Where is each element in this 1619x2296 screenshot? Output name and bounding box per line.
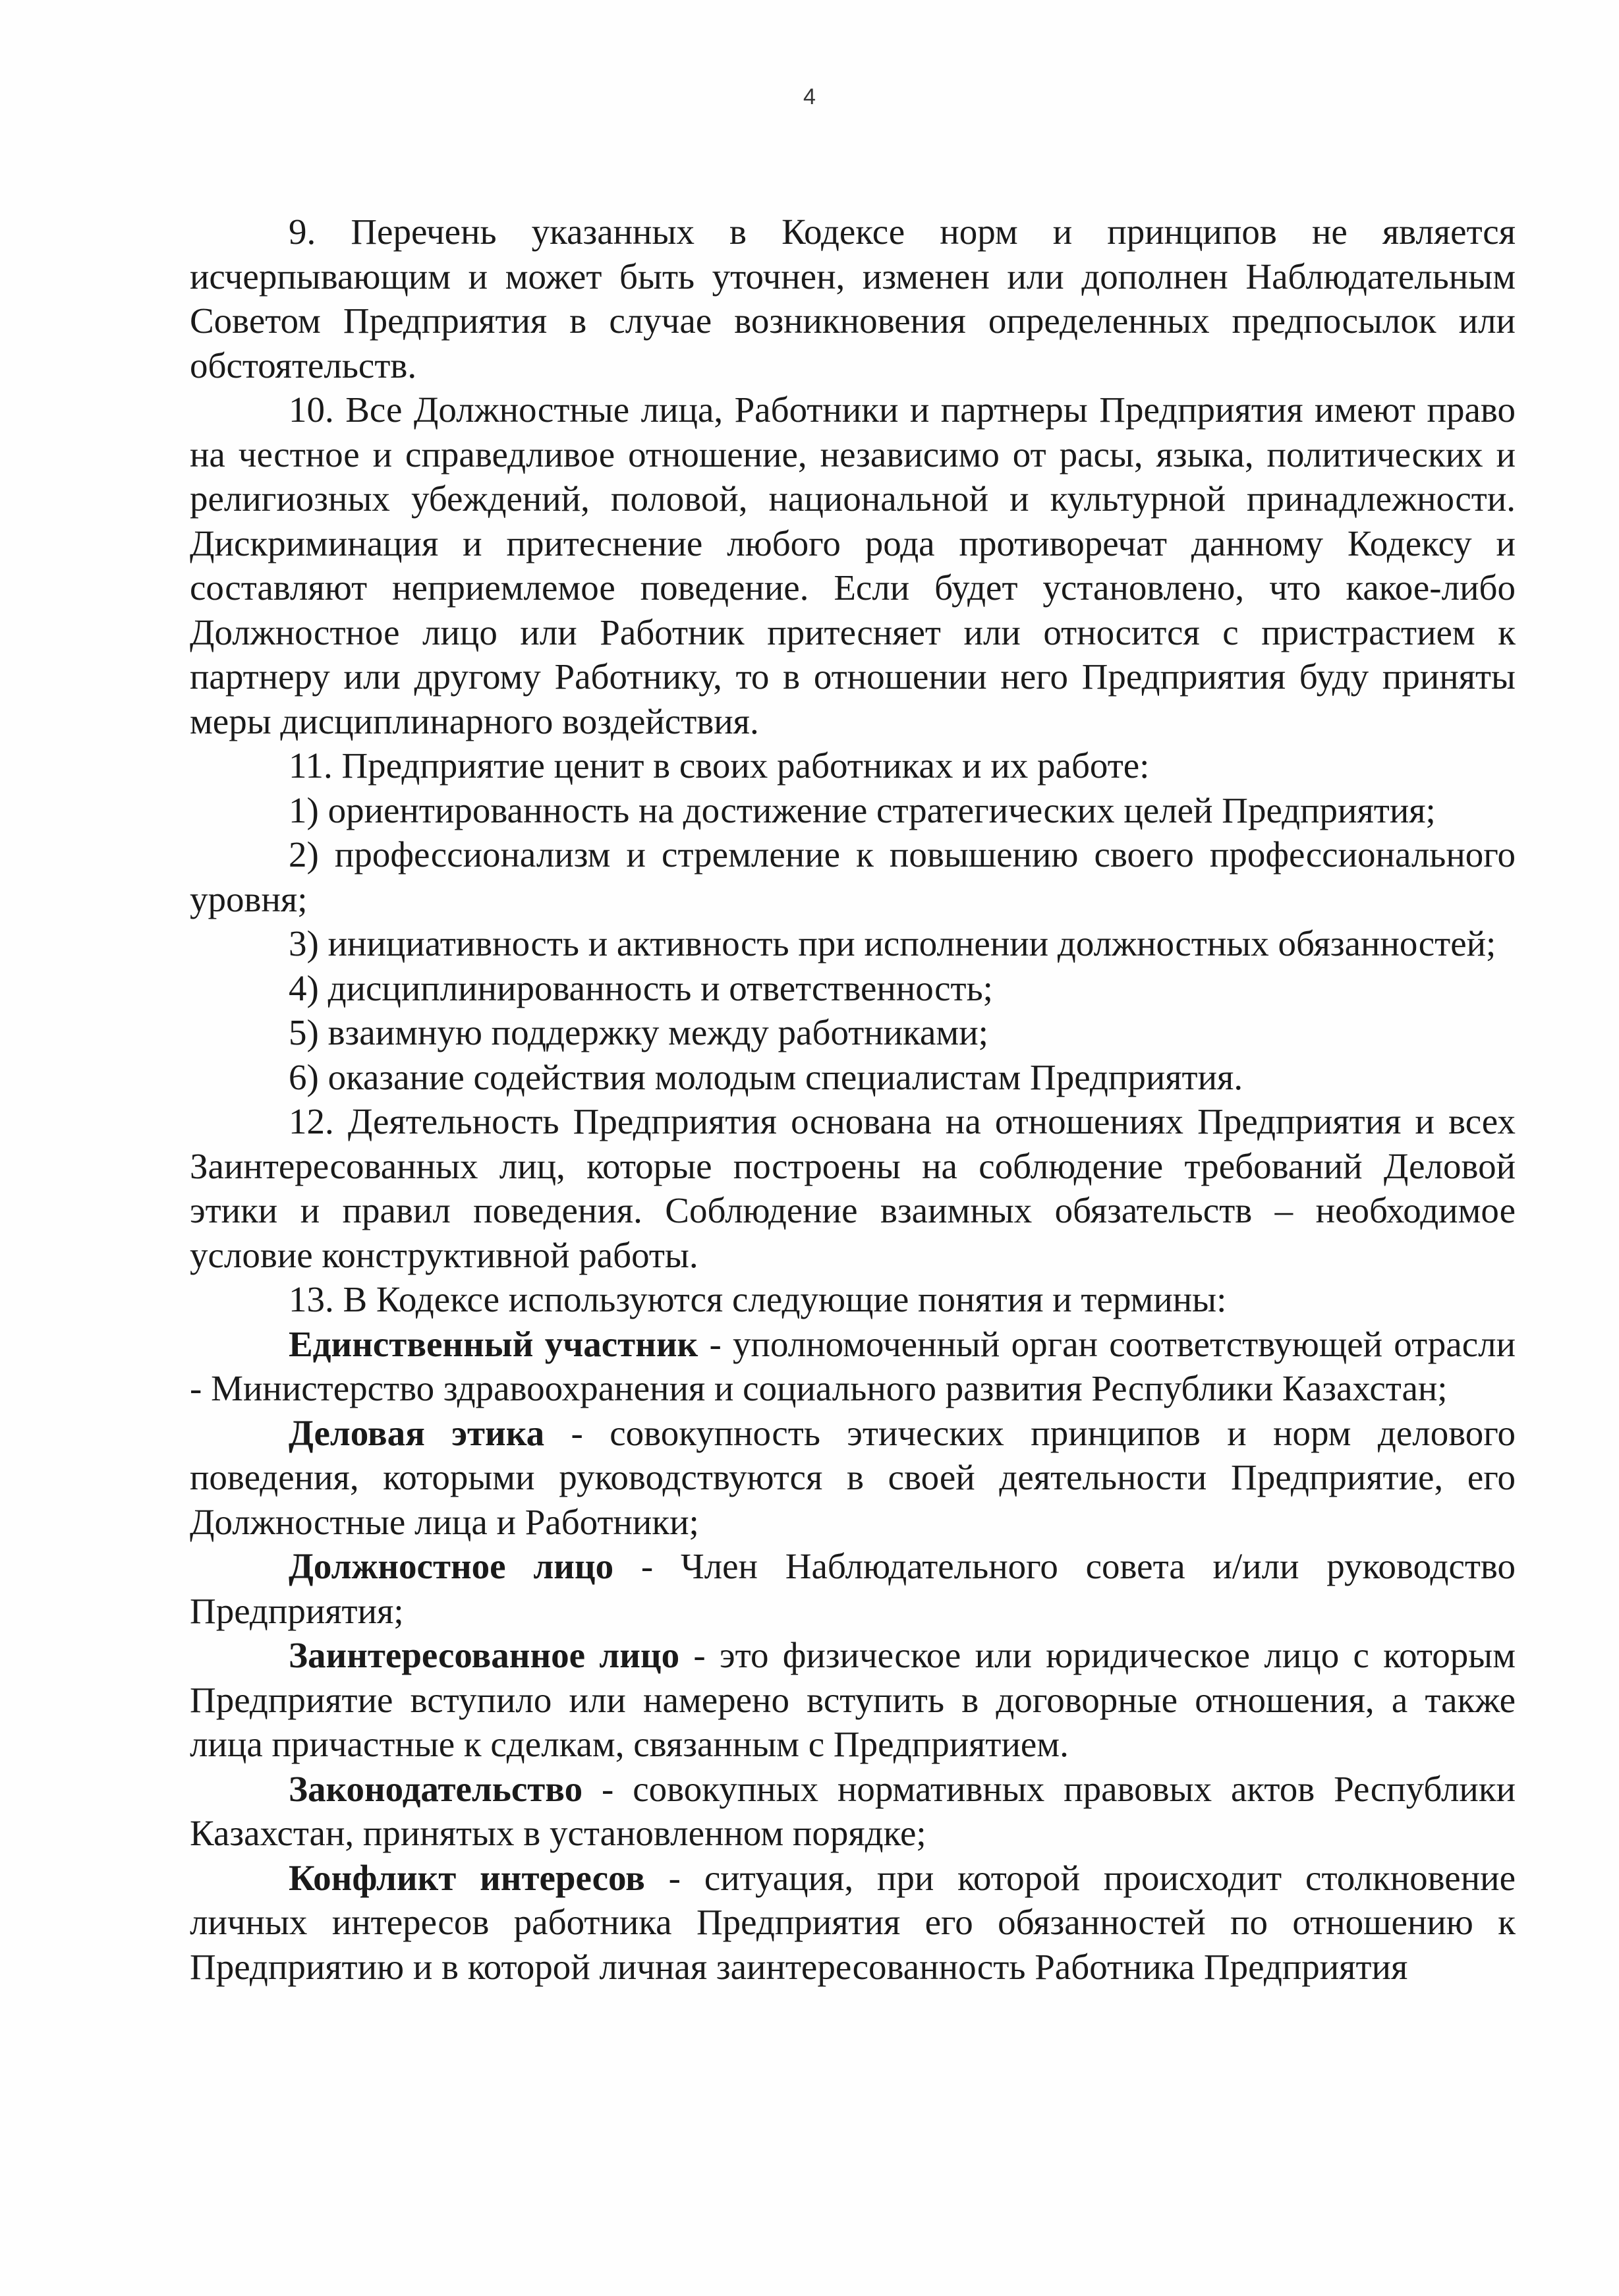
list-item: 1) ориентированность на достижение стратегических целей Предприятия; xyxy=(289,789,1436,830)
list-item: 3) инициативность и активность при исполнении должностных обязанностей; xyxy=(289,923,1496,963)
definition-text: - ситуация, при которой происходит столкновение личных интересов работника Предприятия его обязанностей по отношению к Предприятию и в которой личная заинтересованность Работника Предприятия xyxy=(190,1857,1516,1987)
definition-interested-party xyxy=(190,1633,1516,1767)
definition-conflict-of-interest xyxy=(190,1856,1516,1990)
definition-text: - совокупных нормативных правовых актов Республики Казахстан, принятых в установленном порядке; xyxy=(190,1768,1516,1853)
definition-text: - уполномоченный орган соответствующей отрасли - Министерство здравоохранения и социального развития Республики Казахстан; xyxy=(190,1323,1516,1408)
definition-official xyxy=(190,1544,1516,1633)
document-body xyxy=(190,210,1516,1989)
definition-term: Единственный участник xyxy=(289,1323,698,1364)
definition-text: - Член Наблюдательного совета и/или руководство Предприятия; xyxy=(190,1546,1516,1631)
list-item: 5) взаимную поддержку между работниками; xyxy=(289,1012,988,1052)
definition-sole-participant xyxy=(190,1322,1516,1411)
definition-legislation xyxy=(190,1767,1516,1856)
list-item: 4) дисциплинированность и ответственность; xyxy=(289,967,993,1008)
definition-term: Деловая этика xyxy=(289,1412,545,1453)
definition-term: Заинтересованное лицо xyxy=(289,1635,680,1675)
paragraph-13: 13. В Кодексе используются следующие понятия и термины: xyxy=(289,1279,1227,1319)
list-item: 2) профессионализм и стремление к повышению своего профессионального уровня; xyxy=(190,834,1516,919)
definition-text: - совокупность этических принципов и норм делового поведения, которыми руководствуются в своей деятельности Предприятие, его Должностные лица и Работники; xyxy=(190,1412,1516,1542)
paragraph-10: 10. Все Должностные лица, Работники и партнеры Предприятия имеют право на честное и справедливое отношение, независимо от расы, языка, политических и религиозных убеждений, половой, национальной и культурной принадлежности. Дискриминация и притеснение любого рода противоречат данному Кодексу и составляют неприемлемое поведение. Если будет установлено, что какое-либо Должностное лицо или Работник притесняет или относится с пристрастием к партнеру или другому Работнику, то в отношении него Предприятия буду приняты меры дисциплинарного воздействия. xyxy=(190,389,1516,741)
definition-term: Должностное лицо xyxy=(289,1546,614,1586)
paragraph-12: 12. Деятельность Предприятия основана на отношениях Предприятия и всех Заинтересованных лиц, которые построены на соблюдение требований Деловой этики и правил поведения. Соблюдение взаимных обязательств – необходимое условие конструктивной работы. xyxy=(190,1101,1516,1275)
definition-term: Конфликт интересов xyxy=(289,1857,645,1898)
definition-business-ethics xyxy=(190,1411,1516,1545)
paragraph-11: 11. Предприятие ценит в своих работниках и их работе: xyxy=(289,745,1150,786)
list-item: 6) оказание содействия молодым специалистам Предприятия. xyxy=(289,1056,1243,1097)
page-number: 4 xyxy=(803,84,816,109)
definition-term: Законодательство xyxy=(289,1768,583,1809)
paragraph-9: 9. Перечень указанных в Кодексе норм и принципов не является исчерпывающим и может быть уточнен, изменен или дополнен Наблюдательным Советом Предприятия в случае возникновения определенных предпосылок или обстоятельств. xyxy=(190,212,1516,386)
definition-text: - это физическое или юридическое лицо с которым Предприятие вступило или намерено вступить в договорные отношения, а также лица причастные к сделкам, связанным с Предприятием. xyxy=(190,1635,1516,1764)
